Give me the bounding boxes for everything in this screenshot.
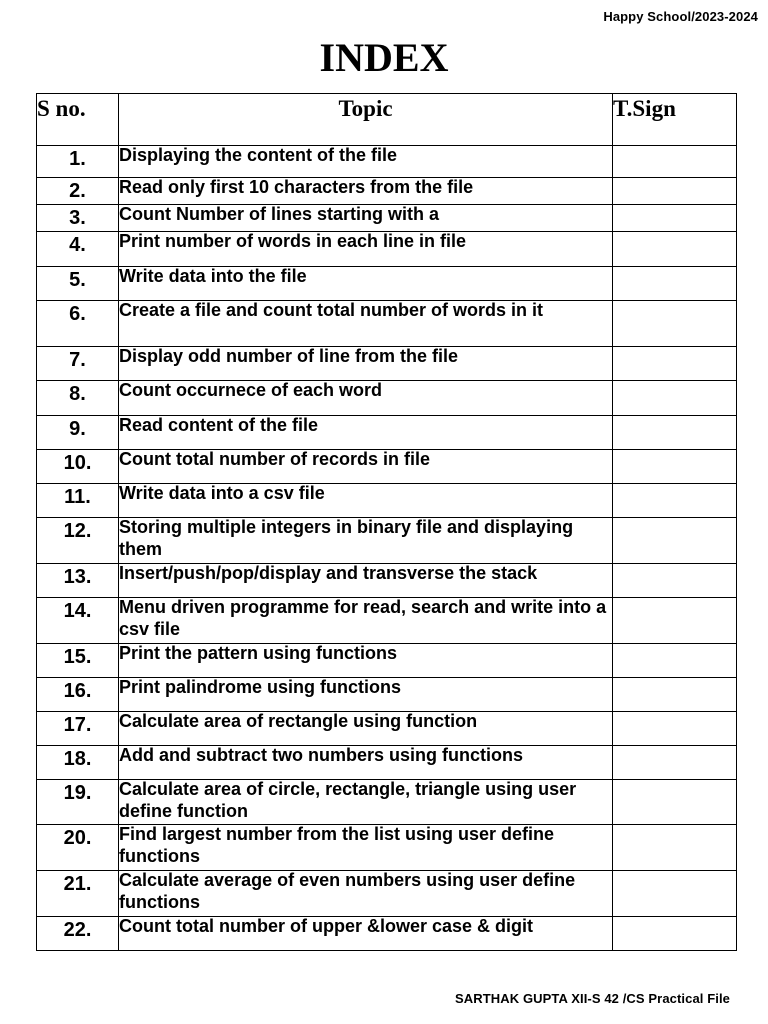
table-row [37, 678, 737, 712]
topic-cell [119, 381, 613, 416]
topic-cell [119, 780, 613, 825]
serial-number: 20. [63, 827, 92, 849]
topic-cell [119, 917, 613, 951]
index-table [36, 93, 737, 951]
serial-number: 17. [63, 714, 92, 736]
topic-text: Create a file and count total number of words in it [119, 300, 544, 320]
serial-number: 9. [69, 418, 86, 440]
table-row [37, 450, 737, 484]
teacher-sign-cell [613, 450, 737, 484]
serial-number: 2. [69, 180, 86, 202]
teacher-sign-cell [613, 416, 737, 450]
topic-cell [119, 232, 613, 267]
topic-text: Count total number of upper &lower case & digit [119, 916, 534, 936]
table-row [37, 598, 737, 644]
teacher-sign-cell [613, 146, 737, 178]
serial-number-cell [37, 347, 119, 381]
topic-cell [119, 871, 613, 917]
topic-text: Write data into the file [119, 266, 307, 286]
serial-number: 13. [63, 566, 92, 588]
topic-cell [119, 746, 613, 780]
table-row [37, 825, 737, 871]
table-row [37, 232, 737, 267]
school-year-header: Happy School/2023-2024 [603, 9, 758, 24]
table-row [37, 871, 737, 917]
serial-number: 11. [64, 486, 91, 508]
serial-number-cell [37, 598, 119, 644]
teacher-sign-cell [613, 871, 737, 917]
topic-text: Print the pattern using functions [119, 643, 397, 663]
serial-number-cell [37, 644, 119, 678]
serial-number: 6. [69, 303, 86, 325]
serial-number-cell [37, 416, 119, 450]
serial-number: 19. [63, 782, 92, 804]
serial-number-cell [37, 871, 119, 917]
topic-text: Calculate area of circle, rectangle, triangle using user define function [119, 779, 577, 821]
column-header-topic-label: Topic [338, 96, 393, 121]
column-header-sno-label: S no. [37, 96, 86, 121]
teacher-sign-cell [613, 917, 737, 951]
teacher-sign-cell [613, 564, 737, 598]
topic-cell [119, 205, 613, 232]
topic-cell [119, 564, 613, 598]
serial-number-cell [37, 205, 119, 232]
serial-number-cell [37, 450, 119, 484]
serial-number: 5. [69, 269, 86, 291]
teacher-sign-cell [613, 746, 737, 780]
topic-text: Calculate area of rectangle using function [119, 711, 478, 731]
serial-number-cell [37, 825, 119, 871]
serial-number: 21. [63, 873, 92, 895]
serial-number-cell [37, 678, 119, 712]
teacher-sign-cell [613, 712, 737, 746]
teacher-sign-cell [613, 825, 737, 871]
serial-number-cell [37, 712, 119, 746]
topic-text: Write data into a csv file [119, 483, 325, 503]
table-row [37, 205, 737, 232]
topic-cell [119, 178, 613, 205]
serial-number-cell [37, 178, 119, 205]
topic-text: Find largest number from the list using user define functions [119, 824, 555, 866]
topic-text: Count Number of lines starting with a [119, 204, 440, 224]
serial-number: 16. [63, 680, 92, 702]
serial-number-cell [37, 301, 119, 347]
serial-number: 18. [63, 748, 92, 770]
serial-number-cell [37, 746, 119, 780]
topic-text: Print palindrome using functions [119, 677, 402, 697]
teacher-sign-cell [613, 518, 737, 564]
topic-cell [119, 450, 613, 484]
serial-number-cell [37, 484, 119, 518]
table-row [37, 301, 737, 347]
serial-number: 15. [63, 646, 92, 668]
teacher-sign-cell [613, 598, 737, 644]
table-row [37, 780, 737, 825]
topic-cell [119, 347, 613, 381]
teacher-sign-cell [613, 644, 737, 678]
table-row [37, 267, 737, 301]
topic-text: Insert/push/pop/display and transverse the stack [119, 563, 538, 583]
serial-number: 7. [69, 349, 86, 371]
serial-number-cell [37, 780, 119, 825]
topic-text: Read content of the file [119, 415, 319, 435]
table-row [37, 746, 737, 780]
table-row [37, 178, 737, 205]
column-header-topic [119, 94, 613, 146]
table-row [37, 146, 737, 178]
topic-text: Print number of words in each line in file [119, 231, 467, 251]
topic-text: Calculate average of even numbers using user define functions [119, 870, 576, 912]
table-row [37, 917, 737, 951]
serial-number: 10. [63, 452, 92, 474]
serial-number-cell [37, 564, 119, 598]
teacher-sign-cell [613, 178, 737, 205]
teacher-sign-cell [613, 381, 737, 416]
table-row [37, 564, 737, 598]
teacher-sign-cell [613, 267, 737, 301]
serial-number: 1. [69, 148, 86, 170]
serial-number-cell [37, 146, 119, 178]
teacher-sign-cell [613, 347, 737, 381]
topic-text: Count occurnece of each word [119, 380, 383, 400]
topic-cell [119, 416, 613, 450]
topic-text: Count total number of records in file [119, 449, 431, 469]
topic-cell [119, 301, 613, 347]
column-header-sign-label: T.Sign [613, 96, 676, 121]
table-row [37, 381, 737, 416]
topic-cell [119, 598, 613, 644]
topic-cell [119, 146, 613, 178]
serial-number: 4. [69, 234, 86, 256]
table-row [37, 518, 737, 564]
topic-cell [119, 678, 613, 712]
topic-cell [119, 825, 613, 871]
teacher-sign-cell [613, 301, 737, 347]
table-row [37, 347, 737, 381]
table-body [37, 146, 737, 951]
topic-text: Display odd number of line from the file [119, 346, 459, 366]
serial-number: 14. [63, 600, 92, 622]
serial-number: 22. [63, 919, 92, 941]
serial-number-cell [37, 232, 119, 267]
topic-cell [119, 267, 613, 301]
teacher-sign-cell [613, 780, 737, 825]
topic-text: Add and subtract two numbers using functions [119, 745, 524, 765]
serial-number-cell [37, 518, 119, 564]
serial-number: 3. [69, 207, 86, 229]
topic-cell [119, 484, 613, 518]
page-title: INDEX [319, 35, 449, 80]
serial-number: 8. [69, 383, 86, 405]
table-header-row [37, 94, 737, 146]
teacher-sign-cell [613, 484, 737, 518]
topic-text: Displaying the content of the file [119, 145, 398, 165]
column-header-sign [613, 94, 737, 146]
topic-cell [119, 644, 613, 678]
table-row [37, 712, 737, 746]
column-header-sno [37, 94, 119, 146]
topic-cell [119, 518, 613, 564]
table-row [37, 484, 737, 518]
table-row [37, 644, 737, 678]
serial-number-cell [37, 381, 119, 416]
footer-text: SARTHAK GUPTA XII-S 42 /CS Practical File [455, 991, 730, 1006]
serial-number: 12. [63, 520, 92, 542]
topic-text: Menu driven programme for read, search and write into a csv file [119, 597, 607, 639]
teacher-sign-cell [613, 205, 737, 232]
topic-text: Read only first 10 characters from the file [119, 177, 474, 197]
topic-text: Storing multiple integers in binary file and displaying them [119, 517, 574, 559]
table-row [37, 416, 737, 450]
serial-number-cell [37, 267, 119, 301]
topic-cell [119, 712, 613, 746]
teacher-sign-cell [613, 678, 737, 712]
teacher-sign-cell [613, 232, 737, 267]
serial-number-cell [37, 917, 119, 951]
